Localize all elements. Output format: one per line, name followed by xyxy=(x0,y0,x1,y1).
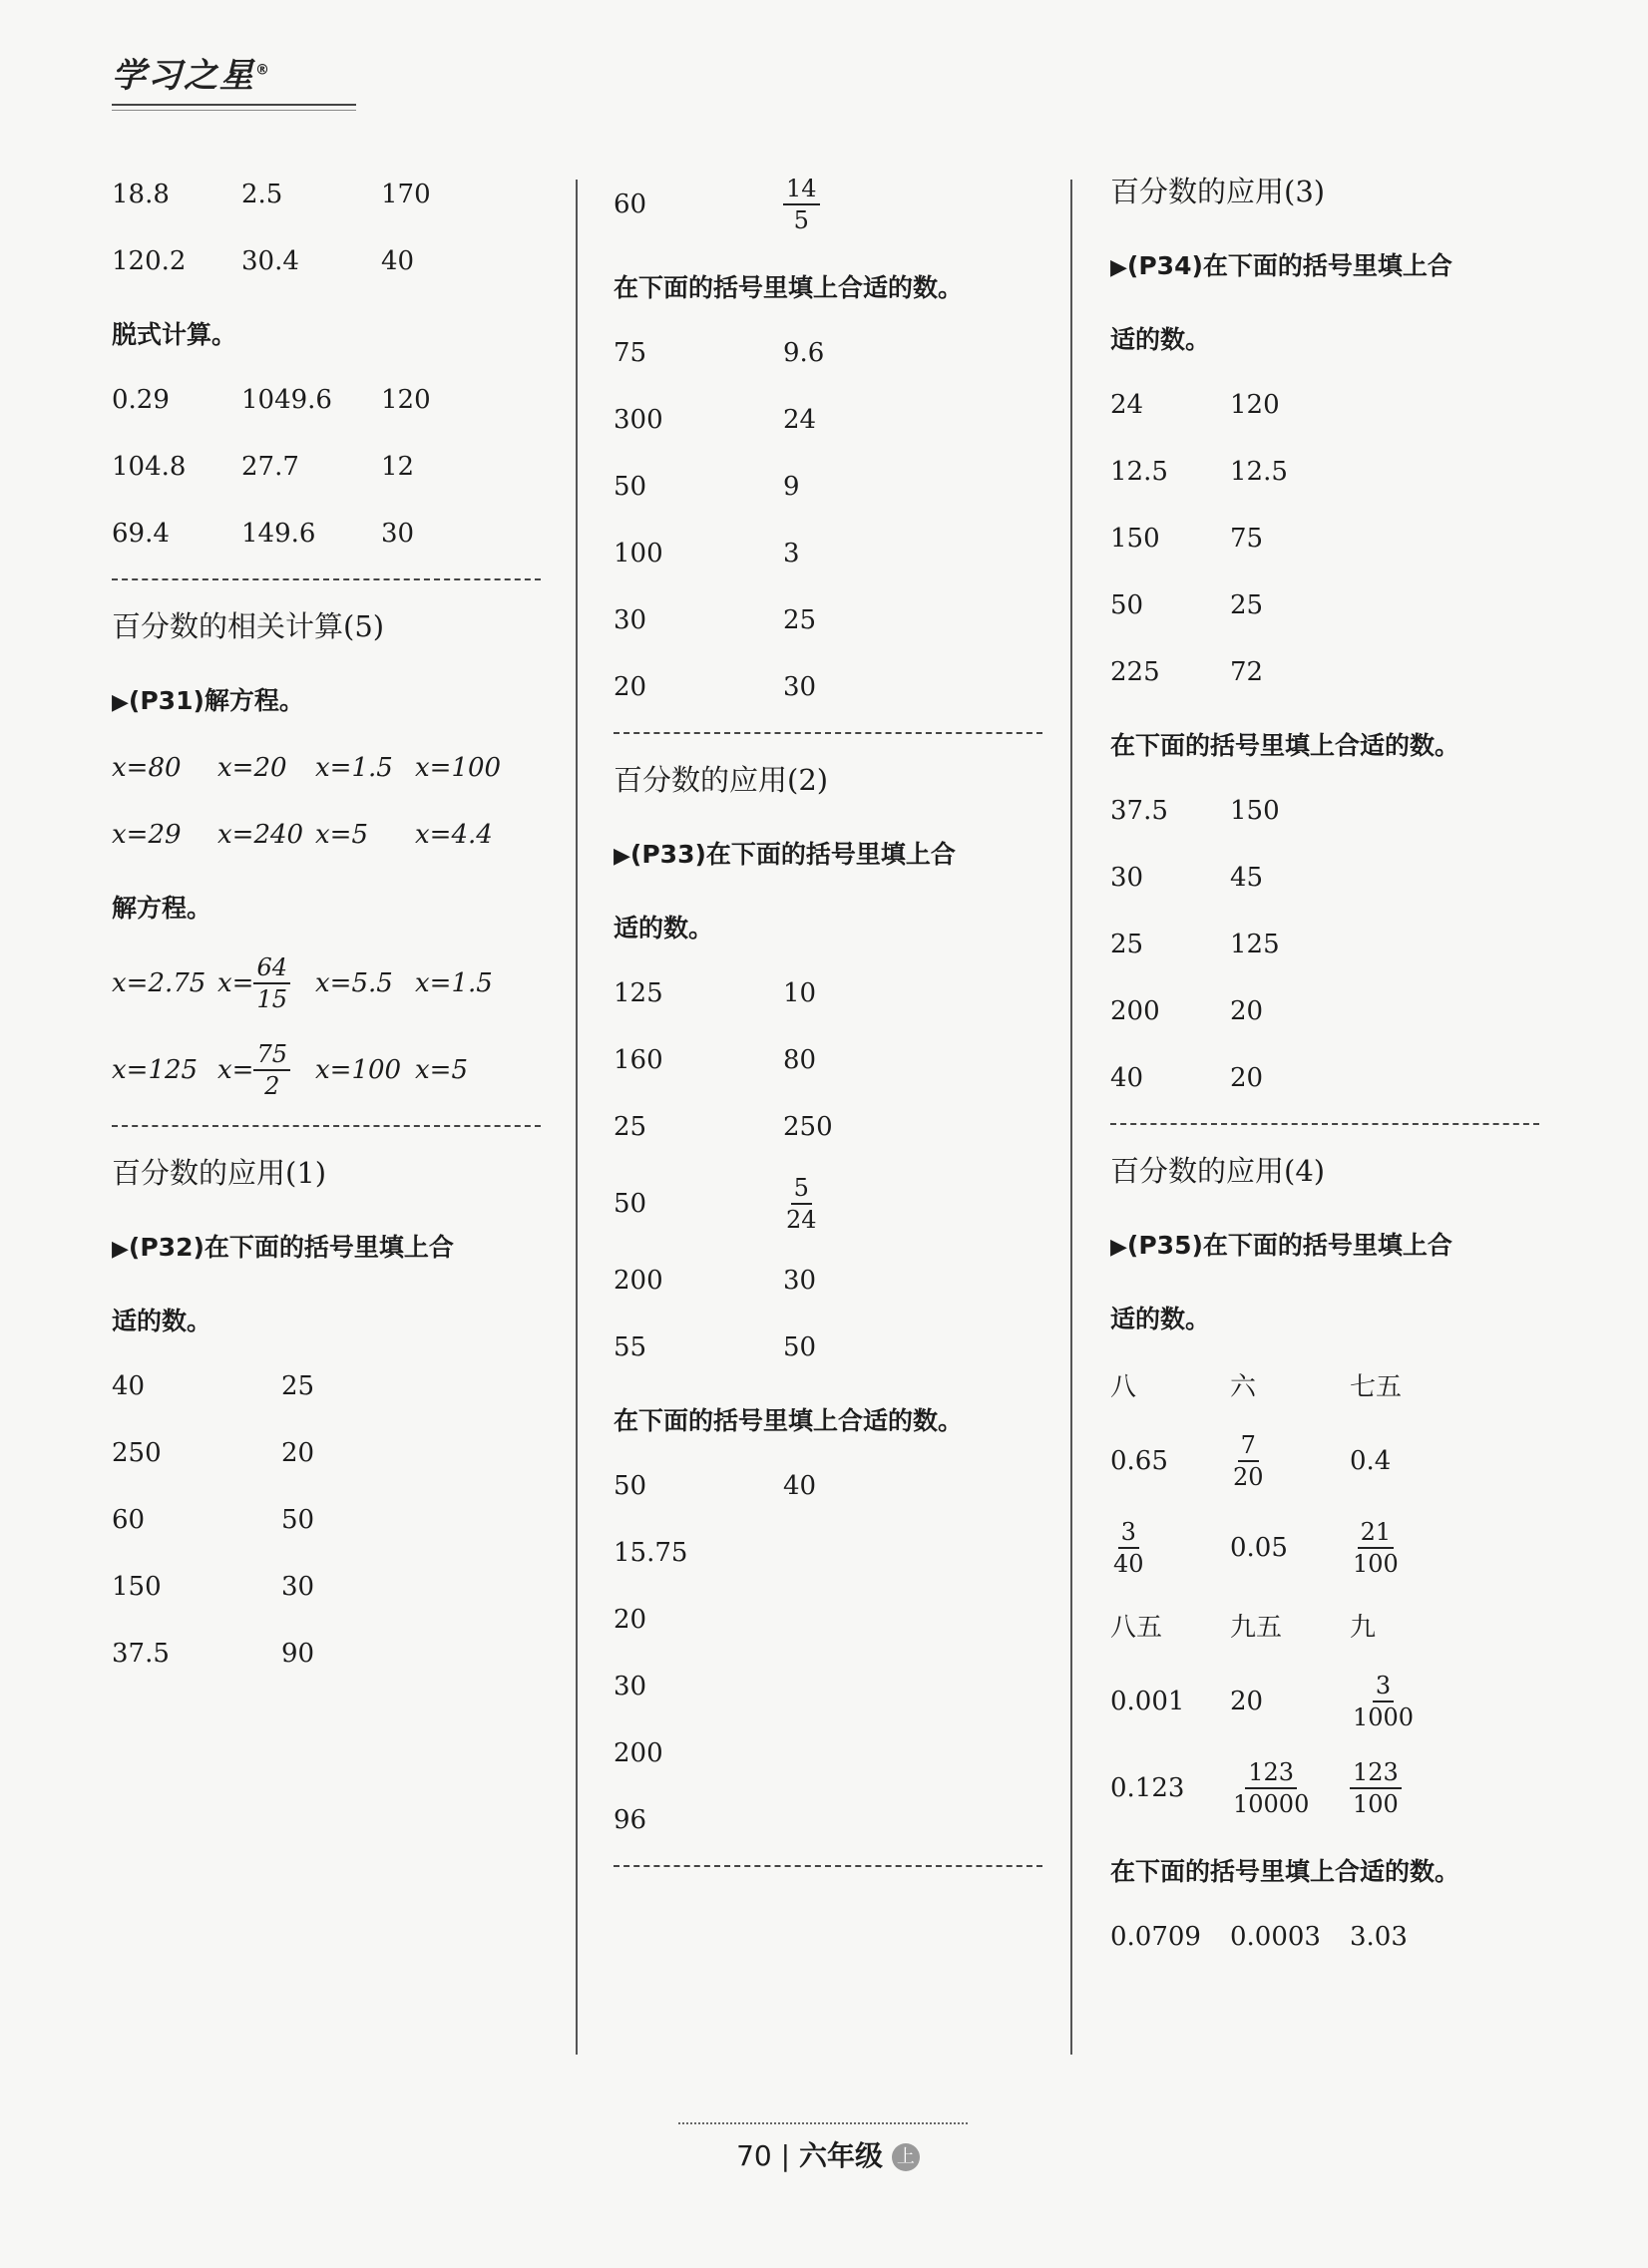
answer-row: 200 20 xyxy=(1110,996,1264,1026)
section-divider xyxy=(614,732,1042,734)
answer-row: 60 50 xyxy=(112,1505,315,1535)
task-instruction: ▶(P32)在下面的括号里填上合 xyxy=(112,1233,454,1262)
section-divider xyxy=(112,578,541,580)
column-divider-1 xyxy=(576,180,578,2055)
task-instruction-cont: 适的数。 xyxy=(614,914,714,943)
answer-column-3 xyxy=(1110,170,1539,1979)
grade-label: 六年级 xyxy=(798,2139,883,2172)
answer-row: 40 20 xyxy=(1110,1063,1264,1093)
answer-row: 160 80 xyxy=(614,1045,817,1075)
fraction: $\frac{7}{20}$ xyxy=(1233,1431,1264,1491)
fraction: $\frac{123}{100}$ xyxy=(1350,1757,1402,1819)
footer-rule xyxy=(678,2122,968,2124)
task-instruction-cont: 适的数。 xyxy=(1110,1305,1211,1333)
answer-row: 75 9.6 xyxy=(614,338,825,368)
answer-row: 69.4 149.6 30 xyxy=(112,519,415,549)
fraction: $\frac{21}{100}$ xyxy=(1353,1518,1399,1578)
section-title: 百分数的应用(2) xyxy=(614,763,829,797)
task-instruction: 在下面的括号里填上合适的数。 xyxy=(1110,731,1460,760)
answer-row: 25 250 xyxy=(614,1112,833,1142)
column-divider-2 xyxy=(1070,180,1072,2055)
answer-row: 200 30 xyxy=(614,1266,817,1296)
task-instruction-cont: 适的数。 xyxy=(112,1307,212,1335)
answer-row: 18.8 2.5 170 xyxy=(112,180,431,209)
answer-row: 30 25 xyxy=(614,605,817,635)
answer-row: 20 xyxy=(614,1605,647,1635)
section-title: 百分数的应用(1) xyxy=(112,1156,327,1190)
answer-row: 37.5 150 xyxy=(1110,796,1280,826)
fraction: $\frac{14}{5}$ xyxy=(783,174,820,235)
answer-column-1 xyxy=(112,170,541,1696)
task-instruction: 解方程。 xyxy=(112,894,212,923)
answer-row: 55 50 xyxy=(614,1332,817,1362)
answer-row: 300 24 xyxy=(614,405,817,435)
answer-row: 50 9 xyxy=(614,472,800,502)
answer-row: 30 45 xyxy=(1110,863,1264,893)
equation-row: x=29 x=240 x=5 x=4.4 xyxy=(112,820,493,850)
section-title: 百分数的相关计算(5) xyxy=(112,609,385,643)
answer-row: 50 $\frac{5}{24}$ xyxy=(614,1169,1042,1239)
answer-row: 25 125 xyxy=(1110,930,1280,959)
task-instruction: 在下面的括号里填上合适的数。 xyxy=(614,273,964,302)
answer-row: 20 30 xyxy=(614,672,817,702)
answer-row: 40 25 xyxy=(112,1371,315,1401)
answer-row: 37.5 90 xyxy=(112,1639,315,1669)
task-instruction: ▶(P34)在下面的括号里填上合 xyxy=(1110,251,1452,280)
equation-row: x=2.75 x= $\frac{64}{15}$ x=5.5 x=1.5 xyxy=(112,953,493,1013)
answer-row: 60 $\frac{14}{5}$ xyxy=(614,170,1042,239)
section-title: 百分数的应用(3) xyxy=(1110,175,1326,208)
triangle-icon: ▶ xyxy=(614,844,630,869)
header-rule xyxy=(112,104,356,106)
answer-row: 150 30 xyxy=(112,1572,315,1602)
fraction: $\frac{64}{15}$ xyxy=(253,952,290,1014)
header-rule-thin xyxy=(112,110,356,111)
section-title: 百分数的应用(4) xyxy=(1110,1154,1326,1188)
answer-row: 0.123 $\frac{123}{10000}$ $\frac{123}{100}$ xyxy=(1110,1753,1539,1823)
task-instruction: ▶(P33)在下面的括号里填上合 xyxy=(614,840,956,869)
answer-row: 225 72 xyxy=(1110,657,1264,687)
task-instruction: 在下面的括号里填上合适的数。 xyxy=(614,1406,964,1435)
answer-row: 150 75 xyxy=(1110,524,1264,554)
answer-row: 125 10 xyxy=(614,978,817,1008)
triangle-icon: ▶ xyxy=(112,690,129,715)
term-badge: 上 xyxy=(892,2143,920,2171)
fraction: $\frac{123}{10000}$ xyxy=(1233,1758,1310,1818)
task-instruction: ▶(P35)在下面的括号里填上合 xyxy=(1110,1231,1452,1260)
task-instruction-cont: 适的数。 xyxy=(1110,325,1211,354)
answer-row: 0.0709 0.0003 3.03 xyxy=(1110,1922,1408,1952)
answer-column-2 xyxy=(614,170,1042,1891)
page-footer: 70 | 六年级 上 xyxy=(678,2134,978,2174)
answer-row: 100 3 xyxy=(614,539,800,568)
section-divider xyxy=(112,1125,541,1127)
answer-row: 0.65 $\frac{7}{20}$ 0.4 xyxy=(1110,1431,1392,1491)
answer-row: 0.29 1049.6 120 xyxy=(112,385,431,415)
answer-row: 50 40 xyxy=(614,1471,817,1501)
fraction: $\frac{75}{2}$ xyxy=(253,1039,290,1101)
answer-row: 250 20 xyxy=(112,1438,315,1468)
answer-row: 104.8 27.7 12 xyxy=(112,452,415,482)
answer-row: 八 六 七五 xyxy=(1110,1371,1403,1402)
answer-row: $\frac{3}{40}$ 0.05 $\frac{21}{100}$ xyxy=(1110,1513,1539,1583)
equation-row: x=125 x= $\frac{75}{2}$ x=100 x=5 xyxy=(112,1040,468,1100)
fraction: $\frac{3}{40}$ xyxy=(1113,1518,1144,1578)
triangle-icon: ▶ xyxy=(112,1237,129,1262)
fraction: $\frac{3}{1000}$ xyxy=(1353,1672,1415,1731)
answer-row: 30 xyxy=(614,1672,647,1701)
answer-row: 120.2 30.4 40 xyxy=(112,246,415,276)
task-instruction: ▶(P31)解方程。 xyxy=(112,686,304,715)
equation-row: x=80 x=20 x=1.5 x=100 xyxy=(112,753,502,783)
answer-row: 50 25 xyxy=(1110,590,1264,620)
answer-row: 24 120 xyxy=(1110,390,1280,420)
brand-logo: 学习之星® xyxy=(112,56,271,96)
answer-row: 200 xyxy=(614,1738,663,1768)
calc-instruction: 脱式计算。 xyxy=(112,320,237,349)
task-instruction: 在下面的括号里填上合适的数。 xyxy=(1110,1857,1460,1886)
triangle-icon: ▶ xyxy=(1110,1235,1127,1260)
answer-row: 15.75 xyxy=(614,1538,688,1568)
fraction: $\frac{5}{24}$ xyxy=(786,1174,817,1234)
answer-row: 0.001 20 $\frac{3}{1000}$ xyxy=(1110,1667,1539,1736)
page-number: 70 xyxy=(736,2139,772,2172)
answer-row: 96 xyxy=(614,1805,647,1835)
section-divider xyxy=(614,1865,1042,1867)
triangle-icon: ▶ xyxy=(1110,255,1127,280)
section-divider xyxy=(1110,1123,1539,1125)
answer-row: 12.5 12.5 xyxy=(1110,457,1288,487)
answer-row: 八五 九五 九 xyxy=(1110,1612,1377,1643)
